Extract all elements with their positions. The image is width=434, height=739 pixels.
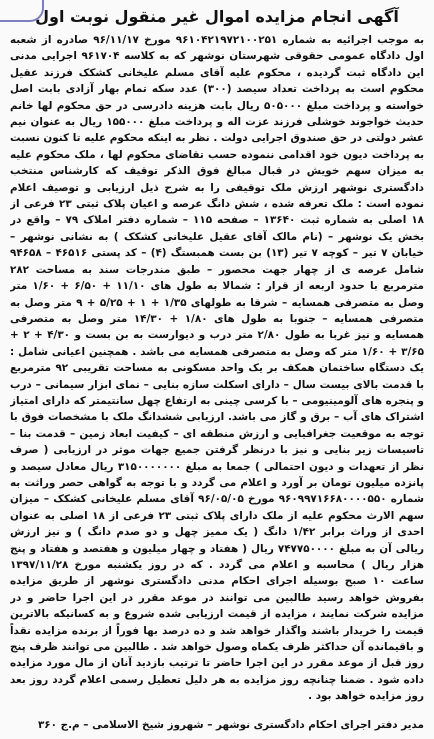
corner-ink-mark: [0, 0, 44, 22]
notice-signature: مدیر دفتر اجرای احکام دادگستری نوشهر – شهروز شیخ الاسلامی – م.ج ۳۶۰: [37, 719, 424, 731]
notice-body: به موجب اجرائیه به شماره ۹۶۱۰۴۲۱۹۷۲۱۰۰۲۵۱ مورخ ۹۶/۱۱/۱۷ صادره از شعبه اول دادگاه عمومی حقوقی شهرستان نوشهر که به کلاسه ۹۶۱۷۰۴ اجرایی مدنی این دادگاه ثبت گردیده ، محکوم علیه آقای مسلم علیخانی کشکک فرزند عقیل محکوم است به پرداخت تعداد سیصد (۳۰۰) عدد سکه تمام بهار آزادی بابت اصل خواسته و پرداخت مبلغ ۵۰۵۰۰۰ ریال بابت هزینه دادرسی در حق محکوم لها خانم حدیث خواجوند خوشلی فرزند عزت اله و پرداخت مبلغ ۱۵۵۰۰۰ ریال به عنوان نیم عشر دولتی در حق صندوق اجرایی دولت . نظر به اینکه محکوم علیه تا کنون نسبت به پرداخت دیون خود اقدامی ننموده حسب تقاضای محکوم لها ، ملک محکوم علیه به میزان سهم خویش در قبال مبالغ فوق الذکر توقیف که کارشناس منتخب دادگستری نوشهر ارزش ملک توقیفی را به شرح ذیل ارزیابی و توصیف اعلام نموده است : ملک تعرفه شده ، شش دانگ عرصه و اعیان پلاک ثبتی ۲۳ فرعی از ۱۸ اصلی به شماره ثبت ۱۳۶۴۰ – صفحه ۱۱۵ – شماره دفتر املاک ۷۹ – واقع در بخش یک نوشهر – (نام مالک آقای عقیل علیخانی کشکک ) به نشانی نوشهر – خیابان ۷ تیر – کوچه ۷ تیر (۱۳) بن بست همبستگ (۴) – کد پستی ۴۶۵۱۶ – ۹۴۶۵۸ شامل عرصه ی از چهار جهت محصور – طبق مندرجات سند به مساحت ۲۸۲ مترمربع با حدود اربعه از قرار : شمالا به طول های ۱۱/۱۰ + ۶/۵۰ + ۱/۶۰ متر وصل به متصرفی همسایه – شرقا به طولهای ۱/۳۵ + ۱ + ۵/۲۵ + ۹ متر وصل به متصرفی همسایه – جنوبا به طول های ۱/۸۰ + ۱۴/۳۰ متر وصل به متصرفی همسایه و نیز غربا به طول ۲/۸۰ متر درب و دیوارست به بن بست و ۴/۳۰ + ۲ + ۳/۶۵ + ۱/۶۰ متر که وصل به متصرفی همسایه می باشد . همچنین اعیانی شامل : یک دستگاه ساختمان همکف بر یک واحد مسکونی به مساحت تقریبی ۹۲ مترمربع با قدمت بالای بیست سال – دارای اسکلت سازه بنایی – نمای ابزار سیمانی – درب و پنجره های آلومینیومی – با کرسی چینی به ارتفاع چهل سانتیمتر که دارای امتیاز اشتراک های آب – برق و گاز می باشد. ارزیابی ششدانگ ملک با مشخصات فوق با توجه به موقعیت جغرافیایی و ارزش منطقه ای – کیفیت ابعاد زمین – قدمت بنا – تاسیسات زیر بنایی و نیز با درنظر گرفتن جمیع جهات موثر در ارزیابی ( صرف نظر از تعهدات و دیون احتمالی ) جمعا به مبلغ ۳۱۵۰۰۰۰۰۰۰ ریال معادل سیصد و پانزده میلیون تومان بر آورد و اعلام می گردد و با توجه به گواهی حصر وراثت به شماره ۹۶۰۹۹۷۱۶۶۸۰۰۰۰۵۵۰ مورخ ۹۶/۰۵/۰۵ آقای مسلم علیخانی کشکک – میزان سهم الارث محکوم علیه از ملک دارای پلاک ثبتی ۲۳ فرعی از ۱۸ اصلی به عنوان احدی از وراث برابر ۱/۴۲ دانگ ( یک ممیز چهل و دو صدم دانگ ) و نیز ارزش ریالی آن به مبلغ ۷۴۷۷۵۰۰۰۰ ریال ( هفتاد و چهار میلیون و هفتصد و هفتاد و پنج هزار ریال ) محاسبه و اعلام می گردد . که در روز یکشنبه مورخ ۱۳۹۷/۱۱/۲۸ ساعت ۱۰ صبح بوسیله اجرای احکام مدنی دادگستری نوشهر از طریق مزایده بفروش خواهد رسید طالبین می توانند در موعد مقرر در این اجرا حاضر و در مزایده شرکت نمایند ، مزایده از قیمت ارزیابی شده شروع و به کسانیکه بالاترین قیمت را خریدار باشند واگذار خواهد شد و ده درصد بها فوراً از برنده مزایده نقداً و باقیمانده آن حداکثر ظرف یکماه وصول خواهد شد . طالبین می توانند ظرف پنج روز قبل از موعد مقرر در این اجرا حاضر تا ترتیب بازدید آنان از مال مورد مزایده داده شود . ضمنا چنانچه روز مزایده به هر دلیل تعطیل رسمی اعلام گردد روز بعد روز مزایده خواهد بود .: [10, 34, 424, 703]
notice-title: آگهی انجام مزایده اموال غیر منقول نوبت اول: [35, 7, 399, 26]
